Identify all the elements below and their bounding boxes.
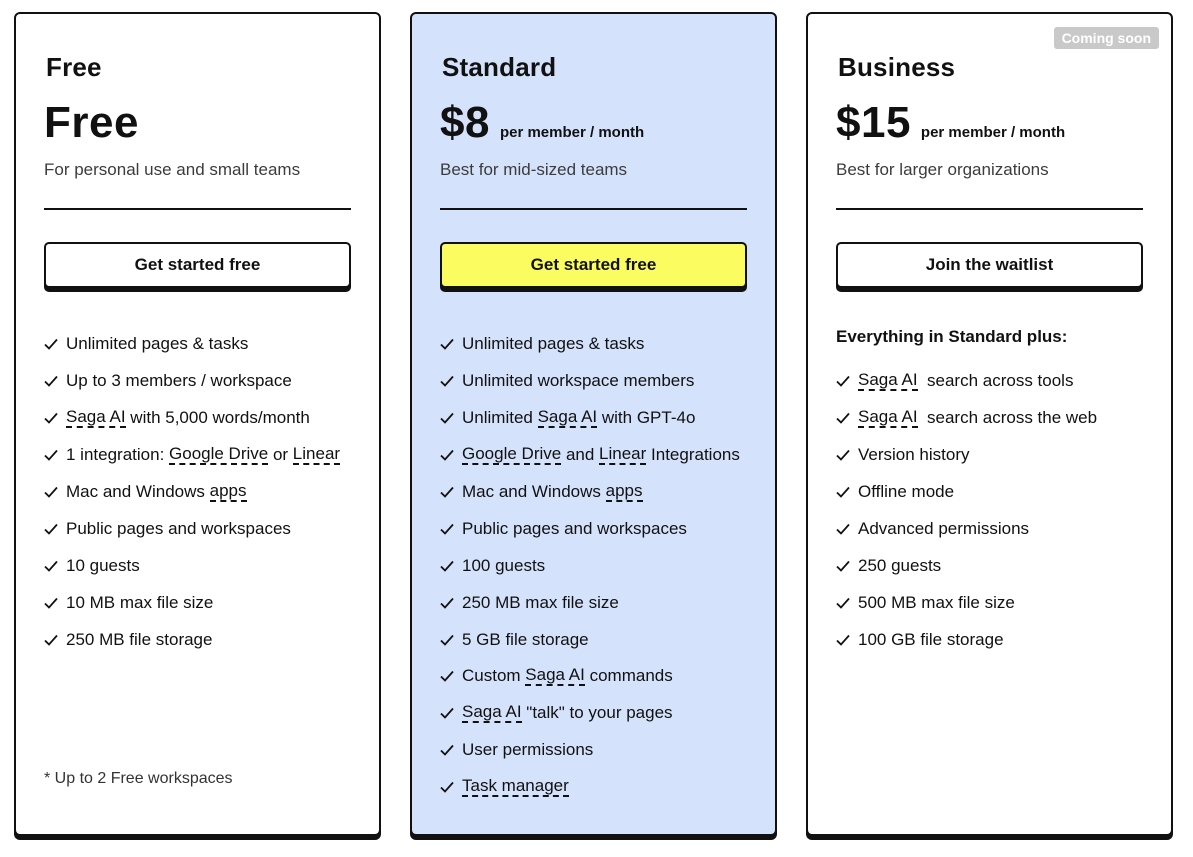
feature-item <box>44 400 369 437</box>
feature-item <box>836 400 1161 437</box>
plan-card-business <box>806 12 1173 836</box>
feature-text: commands <box>584 666 673 686</box>
feature-text: or <box>268 445 293 465</box>
check-icon <box>440 634 454 646</box>
price-unit: per member / month <box>499 124 645 141</box>
feature-item <box>440 326 765 363</box>
check-icon <box>440 781 454 793</box>
check-icon <box>440 597 454 609</box>
price-row <box>440 96 644 150</box>
price-row <box>44 96 139 150</box>
check-icon <box>44 523 58 535</box>
check-icon <box>44 634 58 646</box>
check-icon <box>44 375 58 387</box>
divider <box>440 208 747 210</box>
footnote: * Up to 2 Free workspaces <box>44 770 233 787</box>
saga-ai-link[interactable]: Saga AI <box>537 407 598 427</box>
feature-text: 100 GB file storage <box>858 629 1004 649</box>
plan-card-standard <box>410 12 777 836</box>
coming-soon-badge: Coming soon <box>1054 27 1159 49</box>
feature-text: 5 GB file storage <box>462 629 589 649</box>
check-icon <box>44 486 58 498</box>
feature-text: and <box>561 445 600 465</box>
check-icon <box>836 412 850 424</box>
price-row <box>836 96 1065 150</box>
feature-text: Version history <box>858 445 970 465</box>
feature-list <box>44 326 369 658</box>
check-icon <box>44 449 58 461</box>
saga-ai-link[interactable]: Saga AI <box>462 702 522 722</box>
feature-text: Advanced permissions <box>858 519 1030 538</box>
feature-text: Unlimited <box>462 408 538 428</box>
check-icon <box>440 560 454 572</box>
feature-text: "talk" to your pages <box>521 703 673 723</box>
price-unit: per member / month <box>920 124 1066 141</box>
plus-heading: Everything in Standard plus: <box>836 327 1068 346</box>
divider <box>44 208 351 210</box>
divider <box>836 208 1143 210</box>
feature-item <box>836 511 1161 548</box>
feature-item <box>440 658 765 695</box>
feature-text: User permissions <box>462 740 594 760</box>
plan-card-free <box>14 12 381 836</box>
feature-text: Public pages and workspaces <box>462 518 687 538</box>
check-icon <box>836 486 850 498</box>
google-drive-link[interactable]: Google Drive <box>462 444 562 464</box>
check-icon <box>836 449 850 461</box>
feature-item <box>44 363 369 400</box>
feature-item <box>836 547 1161 584</box>
check-icon <box>440 486 454 498</box>
feature-item <box>440 363 765 400</box>
feature-item <box>44 510 369 547</box>
feature-item <box>440 732 765 769</box>
feature-text: Unlimited pages & tasks <box>462 334 645 354</box>
saga-ai-link[interactable]: Saga AI <box>66 407 126 427</box>
saga-ai-link[interactable]: Saga AI <box>858 407 918 427</box>
feature-text: search across tools <box>917 371 1074 391</box>
feature-item <box>836 584 1161 621</box>
feature-item <box>440 695 765 732</box>
feature-list <box>836 363 1161 658</box>
feature-item <box>836 621 1161 658</box>
feature-item <box>44 584 369 621</box>
join-waitlist-button[interactable]: Join the waitlist <box>836 242 1143 288</box>
get-started-free-button[interactable]: Get started free <box>440 242 747 288</box>
feature-item <box>440 510 765 547</box>
feature-item <box>44 437 369 474</box>
feature-list <box>440 326 765 806</box>
feature-item <box>440 584 765 621</box>
feature-item <box>440 474 765 511</box>
feature-item <box>836 437 1161 474</box>
check-icon <box>440 523 454 535</box>
feature-item <box>440 547 765 584</box>
feature-item <box>44 326 369 363</box>
plan-tagline: Best for mid-sized teams <box>440 160 628 179</box>
get-started-free-button[interactable]: Get started free <box>44 242 351 288</box>
check-icon <box>44 412 58 424</box>
feature-text: 10 MB max file size <box>66 592 214 612</box>
feature-text: Up to 3 members / workspace <box>66 371 292 391</box>
feature-text: 250 guests <box>858 555 942 575</box>
feature-text: Mac and Windows <box>66 482 210 501</box>
plan-name: Business <box>838 52 956 82</box>
check-icon <box>440 744 454 756</box>
check-icon <box>44 560 58 572</box>
plan-name: Free <box>46 52 102 82</box>
check-icon <box>836 560 850 572</box>
plan-price: $8 <box>440 98 490 147</box>
saga-ai-link[interactable]: Saga AI <box>525 665 585 685</box>
feature-text: 10 guests <box>66 555 140 575</box>
apps-link[interactable]: apps <box>605 481 643 500</box>
check-icon <box>836 597 850 609</box>
plan-price: $15 <box>836 98 911 147</box>
plan-tagline: Best for larger organizations <box>836 160 1049 179</box>
check-icon <box>440 338 454 350</box>
feature-text: search across the web <box>917 408 1098 428</box>
feature-text: 500 MB max file size <box>858 592 1015 612</box>
feature-item <box>44 621 369 658</box>
linear-link[interactable]: Linear <box>292 444 341 464</box>
feature-item <box>836 363 1161 400</box>
saga-ai-link[interactable]: Saga AI <box>858 370 918 390</box>
check-icon <box>44 338 58 350</box>
check-icon <box>836 634 850 646</box>
plan-tagline: For personal use and small teams <box>44 160 301 179</box>
feature-item <box>440 400 765 437</box>
apps-link[interactable]: apps <box>209 481 247 500</box>
feature-text: with 5,000 words/month <box>125 408 310 428</box>
feature-item <box>440 621 765 658</box>
feature-text: Mac and Windows <box>462 482 606 501</box>
check-icon <box>836 375 850 387</box>
feature-item <box>836 474 1161 511</box>
feature-text: 250 MB max file size <box>462 592 619 612</box>
check-icon <box>440 670 454 682</box>
check-icon <box>836 523 850 535</box>
feature-text: Integrations <box>646 445 740 465</box>
feature-text: Offline mode <box>858 482 955 502</box>
check-icon <box>440 412 454 424</box>
feature-text: 100 guests <box>462 555 546 575</box>
feature-item <box>440 769 765 806</box>
feature-text: Unlimited pages & tasks <box>66 334 249 354</box>
feature-text: Public pages and workspaces <box>66 518 291 538</box>
feature-item <box>44 547 369 584</box>
feature-item <box>440 437 765 474</box>
google-drive-link[interactable]: Google Drive <box>169 444 269 464</box>
feature-item <box>44 474 369 511</box>
check-icon <box>440 375 454 387</box>
plan-name: Standard <box>442 52 557 82</box>
feature-text: Custom <box>462 666 526 686</box>
feature-text: 1 integration: <box>66 445 170 465</box>
feature-text: with GPT-4o <box>597 408 696 428</box>
check-icon <box>440 707 454 719</box>
linear-link[interactable]: Linear <box>599 444 647 464</box>
check-icon <box>440 449 454 461</box>
plan-price: Free <box>44 98 139 147</box>
task-manager-link[interactable]: Task manager <box>462 776 569 796</box>
check-icon <box>44 597 58 609</box>
feature-text: 250 MB file storage <box>66 629 213 649</box>
feature-text: Unlimited workspace members <box>462 371 695 391</box>
